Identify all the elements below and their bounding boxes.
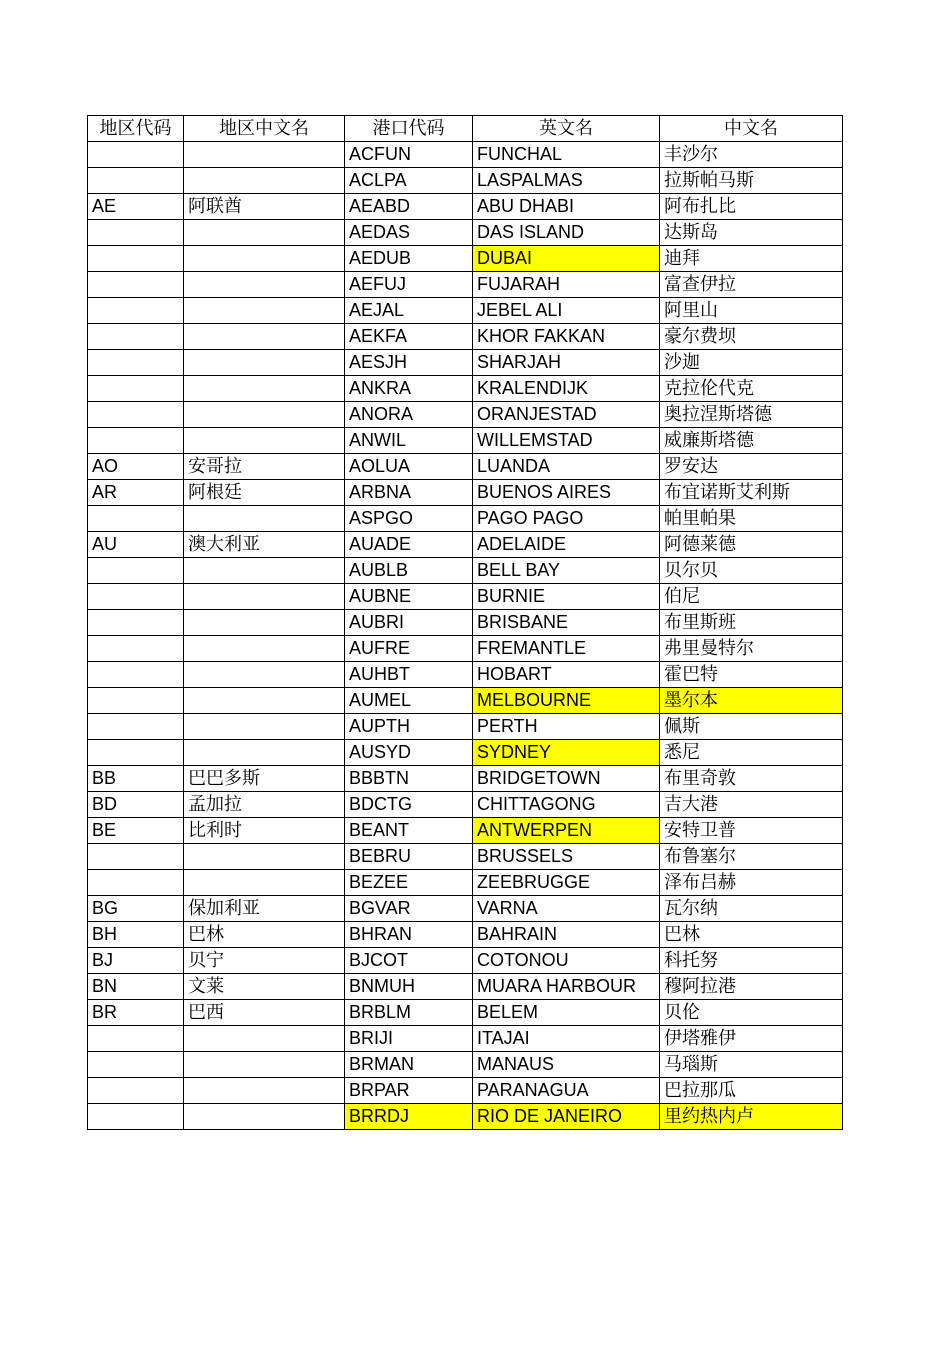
cell-chinese-name: 阿德莱德 (660, 532, 843, 558)
cell-region-name: 比利时 (184, 818, 345, 844)
cell-english-name: BUENOS AIRES (473, 480, 660, 506)
cell-english-name: MUARA HARBOUR (473, 974, 660, 1000)
table-row (88, 688, 843, 714)
cell-region-name (184, 1026, 345, 1052)
cell-port-code: ARBNA (345, 480, 473, 506)
table-row (88, 1104, 843, 1130)
cell-region-name: 澳大利亚 (184, 532, 345, 558)
cell-port-code: AUBNE (345, 584, 473, 610)
cell-port-code: BRRDJ (345, 1104, 473, 1130)
cell-english-name: BAHRAIN (473, 922, 660, 948)
cell-port-code: BEZEE (345, 870, 473, 896)
header-port-code: 港口代码 (345, 116, 473, 142)
cell-region-code: BB (88, 766, 184, 792)
cell-english-name: LUANDA (473, 454, 660, 480)
cell-region-code (88, 740, 184, 766)
cell-chinese-name: 里约热内卢 (660, 1104, 843, 1130)
cell-chinese-name: 阿布扎比 (660, 194, 843, 220)
cell-chinese-name: 布里斯班 (660, 610, 843, 636)
cell-region-code (88, 376, 184, 402)
header-region-name: 地区中文名 (184, 116, 345, 142)
cell-port-code: BEANT (345, 818, 473, 844)
cell-chinese-name: 阿里山 (660, 298, 843, 324)
cell-region-name: 保加利亚 (184, 896, 345, 922)
cell-region-code (88, 662, 184, 688)
cell-region-name (184, 1104, 345, 1130)
cell-english-name: SYDNEY (473, 740, 660, 766)
cell-chinese-name: 沙迦 (660, 350, 843, 376)
cell-region-code (88, 506, 184, 532)
cell-chinese-name: 霍巴特 (660, 662, 843, 688)
table-row (88, 844, 843, 870)
cell-port-code: BRPAR (345, 1078, 473, 1104)
cell-chinese-name: 达斯岛 (660, 220, 843, 246)
cell-region-name (184, 376, 345, 402)
cell-region-name (184, 142, 345, 168)
cell-english-name: BRISBANE (473, 610, 660, 636)
cell-region-code (88, 870, 184, 896)
cell-region-code: BE (88, 818, 184, 844)
table-row (88, 220, 843, 246)
cell-chinese-name: 贝尔贝 (660, 558, 843, 584)
cell-region-name (184, 610, 345, 636)
header-english-name: 英文名 (473, 116, 660, 142)
cell-port-code: ACLPA (345, 168, 473, 194)
cell-port-code: AEFUJ (345, 272, 473, 298)
cell-chinese-name: 科托努 (660, 948, 843, 974)
cell-region-code (88, 636, 184, 662)
cell-region-code: BH (88, 922, 184, 948)
header-row (88, 116, 843, 142)
cell-chinese-name: 布鲁塞尔 (660, 844, 843, 870)
cell-region-code (88, 402, 184, 428)
cell-region-code (88, 350, 184, 376)
cell-port-code: ANWIL (345, 428, 473, 454)
cell-region-name (184, 428, 345, 454)
cell-port-code: BNMUH (345, 974, 473, 1000)
cell-port-code: BEBRU (345, 844, 473, 870)
cell-port-code: AUFRE (345, 636, 473, 662)
cell-english-name: VARNA (473, 896, 660, 922)
table-row (88, 454, 843, 480)
cell-english-name: DAS ISLAND (473, 220, 660, 246)
cell-region-name (184, 1052, 345, 1078)
cell-region-code (88, 1026, 184, 1052)
table-row (88, 974, 843, 1000)
cell-port-code: AUBLB (345, 558, 473, 584)
cell-region-code (88, 714, 184, 740)
cell-chinese-name: 泽布吕赫 (660, 870, 843, 896)
cell-port-code: AEABD (345, 194, 473, 220)
cell-chinese-name: 巴拉那瓜 (660, 1078, 843, 1104)
cell-region-name (184, 506, 345, 532)
cell-region-code: BJ (88, 948, 184, 974)
cell-english-name: KRALENDIJK (473, 376, 660, 402)
cell-port-code: AUMEL (345, 688, 473, 714)
cell-region-code (88, 1052, 184, 1078)
cell-region-code (88, 1078, 184, 1104)
cell-region-name: 巴西 (184, 1000, 345, 1026)
cell-english-name: ANTWERPEN (473, 818, 660, 844)
cell-port-code: AOLUA (345, 454, 473, 480)
cell-chinese-name: 巴林 (660, 922, 843, 948)
cell-region-name (184, 402, 345, 428)
cell-region-name (184, 1078, 345, 1104)
cell-port-code: AUADE (345, 532, 473, 558)
cell-chinese-name: 墨尔本 (660, 688, 843, 714)
table-row (88, 948, 843, 974)
cell-english-name: BELL BAY (473, 558, 660, 584)
cell-port-code: BJCOT (345, 948, 473, 974)
cell-english-name: HOBART (473, 662, 660, 688)
cell-region-name (184, 246, 345, 272)
cell-chinese-name: 威廉斯塔德 (660, 428, 843, 454)
cell-port-code: AUSYD (345, 740, 473, 766)
cell-port-code: ANKRA (345, 376, 473, 402)
cell-port-code: AEDAS (345, 220, 473, 246)
table-row (88, 1078, 843, 1104)
cell-region-code: AE (88, 194, 184, 220)
cell-chinese-name: 悉尼 (660, 740, 843, 766)
cell-region-name: 贝宁 (184, 948, 345, 974)
cell-region-code: BN (88, 974, 184, 1000)
cell-chinese-name: 瓦尔纳 (660, 896, 843, 922)
table-row (88, 1000, 843, 1026)
cell-region-name (184, 272, 345, 298)
cell-english-name: ITAJAI (473, 1026, 660, 1052)
table-row (88, 1052, 843, 1078)
cell-english-name: BRIDGETOWN (473, 766, 660, 792)
cell-english-name: LASPALMAS (473, 168, 660, 194)
cell-port-code: AUBRI (345, 610, 473, 636)
cell-chinese-name: 帕里帕果 (660, 506, 843, 532)
cell-chinese-name: 佩斯 (660, 714, 843, 740)
cell-chinese-name: 马瑙斯 (660, 1052, 843, 1078)
cell-port-code: ANORA (345, 402, 473, 428)
cell-english-name: FREMANTLE (473, 636, 660, 662)
table-row (88, 662, 843, 688)
table-row (88, 896, 843, 922)
table-row (88, 324, 843, 350)
cell-english-name: ADELAIDE (473, 532, 660, 558)
cell-region-code: AO (88, 454, 184, 480)
cell-chinese-name: 布里奇敦 (660, 766, 843, 792)
table-row (88, 194, 843, 220)
cell-port-code: ASPGO (345, 506, 473, 532)
cell-region-code (88, 584, 184, 610)
table-row (88, 246, 843, 272)
cell-region-name: 孟加拉 (184, 792, 345, 818)
cell-region-name (184, 584, 345, 610)
table-row (88, 402, 843, 428)
cell-chinese-name: 奥拉涅斯塔德 (660, 402, 843, 428)
table-row (88, 272, 843, 298)
cell-chinese-name: 富查伊拉 (660, 272, 843, 298)
cell-port-code: BRIJI (345, 1026, 473, 1052)
cell-region-code (88, 688, 184, 714)
cell-region-name (184, 350, 345, 376)
cell-region-code: BR (88, 1000, 184, 1026)
cell-chinese-name: 贝伦 (660, 1000, 843, 1026)
cell-english-name: PAGO PAGO (473, 506, 660, 532)
table-row (88, 818, 843, 844)
cell-region-code (88, 844, 184, 870)
cell-port-code: AEKFA (345, 324, 473, 350)
table-row (88, 922, 843, 948)
cell-region-code (88, 246, 184, 272)
port-code-table (87, 115, 843, 1130)
cell-port-code: AEDUB (345, 246, 473, 272)
cell-port-code: BBBTN (345, 766, 473, 792)
cell-chinese-name: 安特卫普 (660, 818, 843, 844)
cell-region-name (184, 740, 345, 766)
cell-region-code (88, 272, 184, 298)
cell-english-name: BRUSSELS (473, 844, 660, 870)
cell-english-name: BURNIE (473, 584, 660, 610)
table-row (88, 1026, 843, 1052)
cell-region-code (88, 610, 184, 636)
cell-port-code: BGVAR (345, 896, 473, 922)
cell-chinese-name: 丰沙尔 (660, 142, 843, 168)
cell-region-name (184, 220, 345, 246)
cell-english-name: RIO DE JANEIRO (473, 1104, 660, 1130)
cell-region-name (184, 714, 345, 740)
cell-port-code: ACFUN (345, 142, 473, 168)
cell-region-name (184, 558, 345, 584)
table-row (88, 428, 843, 454)
cell-region-name (184, 870, 345, 896)
cell-region-code (88, 168, 184, 194)
cell-region-name (184, 168, 345, 194)
cell-port-code: BRMAN (345, 1052, 473, 1078)
table-row (88, 142, 843, 168)
cell-english-name: FUNCHAL (473, 142, 660, 168)
cell-region-code: AR (88, 480, 184, 506)
cell-chinese-name: 吉大港 (660, 792, 843, 818)
cell-english-name: CHITTAGONG (473, 792, 660, 818)
cell-region-name: 巴林 (184, 922, 345, 948)
cell-english-name: MELBOURNE (473, 688, 660, 714)
cell-region-name: 巴巴多斯 (184, 766, 345, 792)
table-row (88, 168, 843, 194)
cell-region-code (88, 142, 184, 168)
cell-chinese-name: 穆阿拉港 (660, 974, 843, 1000)
table-row (88, 714, 843, 740)
cell-port-code: AUPTH (345, 714, 473, 740)
cell-region-name (184, 688, 345, 714)
cell-english-name: DUBAI (473, 246, 660, 272)
cell-region-code (88, 324, 184, 350)
table-row (88, 610, 843, 636)
cell-port-code: AESJH (345, 350, 473, 376)
table-row (88, 740, 843, 766)
cell-chinese-name: 罗安达 (660, 454, 843, 480)
cell-port-code: AEJAL (345, 298, 473, 324)
cell-region-code (88, 298, 184, 324)
cell-region-code (88, 428, 184, 454)
cell-region-name (184, 844, 345, 870)
cell-english-name: COTONOU (473, 948, 660, 974)
cell-english-name: PARANAGUA (473, 1078, 660, 1104)
cell-region-name: 文莱 (184, 974, 345, 1000)
cell-english-name: ORANJESTAD (473, 402, 660, 428)
cell-region-code: BG (88, 896, 184, 922)
cell-english-name: KHOR FAKKAN (473, 324, 660, 350)
table-row (88, 506, 843, 532)
cell-region-name (184, 298, 345, 324)
table-row (88, 532, 843, 558)
table-row (88, 584, 843, 610)
table-row (88, 480, 843, 506)
cell-chinese-name: 克拉伦代克 (660, 376, 843, 402)
cell-region-code (88, 1104, 184, 1130)
cell-region-name: 安哥拉 (184, 454, 345, 480)
cell-region-name (184, 662, 345, 688)
table-row (88, 350, 843, 376)
cell-english-name: ZEEBRUGGE (473, 870, 660, 896)
cell-chinese-name: 拉斯帕马斯 (660, 168, 843, 194)
cell-english-name: FUJARAH (473, 272, 660, 298)
cell-english-name: WILLEMSTAD (473, 428, 660, 454)
cell-english-name: SHARJAH (473, 350, 660, 376)
cell-english-name: PERTH (473, 714, 660, 740)
cell-region-code (88, 220, 184, 246)
cell-region-name (184, 636, 345, 662)
cell-chinese-name: 伊塔雅伊 (660, 1026, 843, 1052)
cell-port-code: BHRAN (345, 922, 473, 948)
cell-region-code: AU (88, 532, 184, 558)
cell-chinese-name: 豪尔费坝 (660, 324, 843, 350)
cell-english-name: BELEM (473, 1000, 660, 1026)
cell-english-name: ABU DHABI (473, 194, 660, 220)
table-row (88, 792, 843, 818)
header-chinese-name: 中文名 (660, 116, 843, 142)
cell-english-name: JEBEL ALI (473, 298, 660, 324)
cell-port-code: AUHBT (345, 662, 473, 688)
cell-port-code: BDCTG (345, 792, 473, 818)
cell-region-name: 阿联酋 (184, 194, 345, 220)
table-row (88, 376, 843, 402)
cell-region-name (184, 324, 345, 350)
cell-english-name: MANAUS (473, 1052, 660, 1078)
cell-region-code: BD (88, 792, 184, 818)
table-row (88, 766, 843, 792)
table-row (88, 870, 843, 896)
cell-chinese-name: 伯尼 (660, 584, 843, 610)
cell-region-code (88, 558, 184, 584)
table-row (88, 558, 843, 584)
table-row (88, 298, 843, 324)
cell-chinese-name: 弗里曼特尔 (660, 636, 843, 662)
cell-port-code: BRBLM (345, 1000, 473, 1026)
cell-chinese-name: 迪拜 (660, 246, 843, 272)
cell-chinese-name: 布宜诺斯艾利斯 (660, 480, 843, 506)
header-region-code: 地区代码 (88, 116, 184, 142)
table-row (88, 636, 843, 662)
cell-region-name: 阿根廷 (184, 480, 345, 506)
